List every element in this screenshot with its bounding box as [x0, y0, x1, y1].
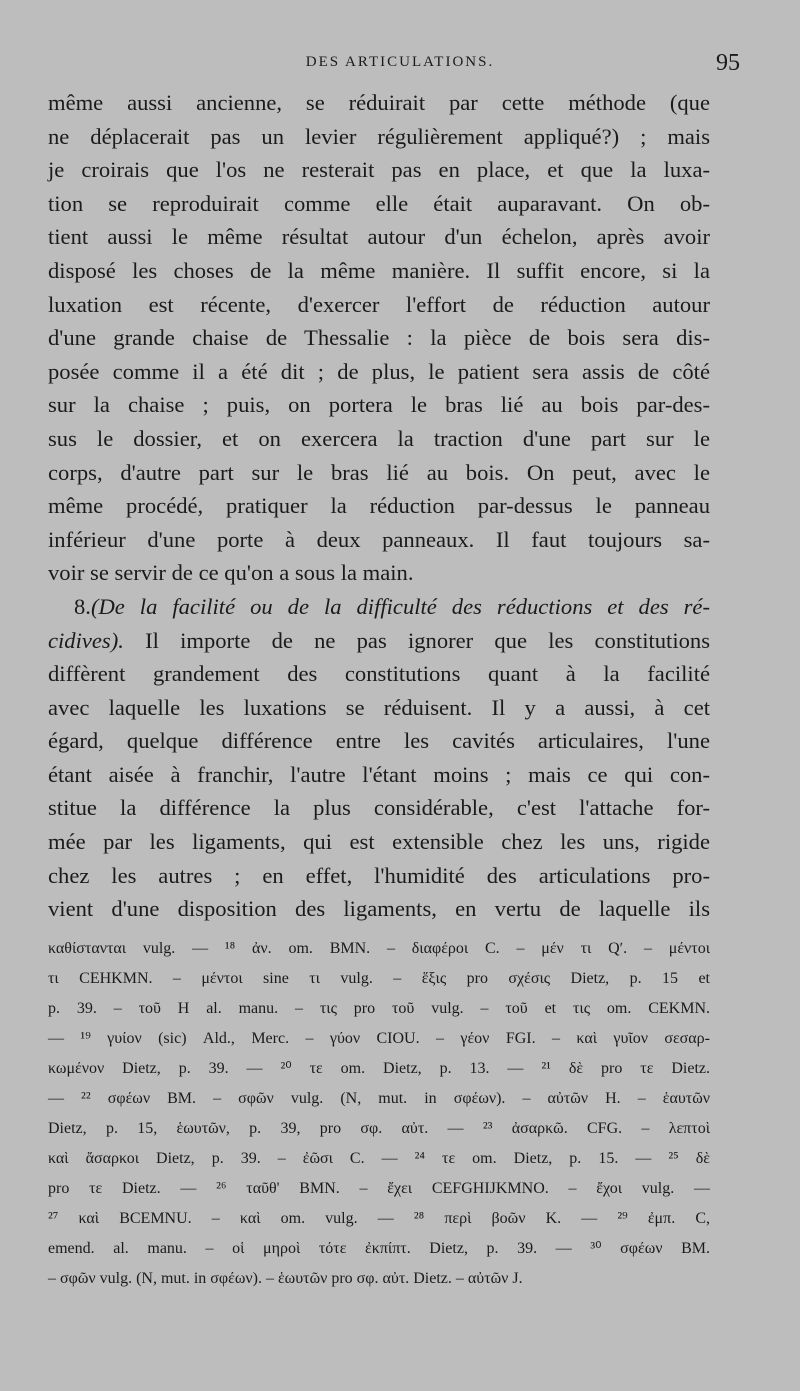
text-line: même aussi ancienne, se réduirait par cette méthode (que	[48, 90, 710, 115]
footnote-line: emend. al. manu. – οἱ μηροὶ τότε ἐκπίπτ. Dietz, p. 39. — ³⁰ σφέων BM.	[48, 1240, 710, 1257]
text-line: sus le dossier, et on exercera la traction d'une part sur le	[48, 425, 710, 451]
footnote-line: καὶ ἄσαρκοι Dietz, p. 39. – ἐῶσι C. — ²⁴ τε om. Dietz, p. 15. — ²⁵ δὲ	[48, 1150, 710, 1167]
text-line: voir se servir de ce qu'on a sous la main.	[48, 560, 414, 586]
text-line: luxation est récente, d'exercer l'effort de réduction autour	[48, 291, 710, 317]
text-line: ne déplacerait pas un levier régulièrement appliqué?) ; mais	[48, 123, 710, 149]
text-line: stitue la différence la plus considérable, c'est l'attache for-	[48, 795, 710, 821]
footnote-line: — ¹⁹ γυίον (sic) Ald., Merc. – γύον CIOU. – γέον FGI. – καὶ γυῖον σεσαρ-	[48, 1030, 710, 1047]
text-line: chez les autres ; en effet, l'humidité des articulations pro-	[48, 862, 710, 888]
text-fragment: Il importe de ne pas ignorer que les constitutions	[145, 627, 710, 653]
page-number: 95	[716, 50, 740, 76]
footnote-line: pro τε Dietz. — ²⁶ ταῦθ' BMN. – ἔχει CEFGHIJKMNO. – ἔχοι vulg. —	[48, 1180, 710, 1197]
section-heading: (De la facilité ou de la difficulté des réductions et des ré-	[90, 593, 710, 619]
footnote-line: τι CEHKMN. – μέντοι sine τι vulg. – ἕξις pro σχέσις Dietz, p. 15 et	[48, 970, 710, 987]
text-line	[48, 624, 710, 658]
text-line: égard, quelque différence entre les cavités articulaires, l'une	[48, 728, 710, 754]
text-line: tient aussi le même résultat autour d'un échelon, après avoir	[48, 224, 710, 250]
footnote-line: ²⁷ καὶ BCEMNU. – καὶ om. vulg. — ²⁸ περὶ βοῶν K. — ²⁹ ἐμπ. C,	[48, 1210, 710, 1227]
footnote-line: Dietz, p. 15, ἑωυτῶν, p. 39, pro σφ. αὐτ. — ²³ ἀσαρκῶ. CFG. – λεπτοὶ	[48, 1120, 710, 1137]
text-line: avec laquelle les luxations se réduisent. Il y a aussi, à cet	[48, 694, 710, 720]
text-line: étant aisée à franchir, l'autre l'étant moins ; mais ce qui con-	[48, 761, 710, 787]
footnote-line: p. 39. – τοῦ H al. manu. – τις pro τοῦ vulg. – τοῦ et τις om. CEKMN.	[48, 1000, 710, 1017]
text-line: d'une grande chaise de Thessalie : la pièce de bois sera dis-	[48, 325, 710, 351]
text-line: mée par les ligaments, qui est extensible chez les uns, rigide	[48, 829, 710, 855]
text-line: inférieur d'une porte à deux panneaux. Il faut toujours sa-	[48, 526, 710, 552]
main-text	[48, 86, 710, 926]
footnote-line: κωμένον Dietz, p. 39. — ²⁰ τε om. Dietz, p. 13. — ²¹ δὲ pro τε Dietz.	[48, 1060, 710, 1077]
text-line: corps, d'autre part sur le bras lié au bois. On peut, avec le	[48, 459, 710, 485]
section-heading-line	[48, 590, 710, 624]
section-number: 8.	[74, 593, 91, 619]
text-line: tion se reproduirait comme elle était auparavant. On ob-	[48, 190, 710, 216]
text-line: vient d'une disposition des ligaments, en vertu de laquelle ils	[48, 896, 710, 922]
text-line: diffèrent grandement des constitutions quant à la facilité	[48, 661, 710, 687]
text-line: disposé les choses de la même manière. Il suffit encore, si la	[48, 257, 710, 283]
footnote-line: — ²² σφέων BM. – σφῶν vulg. (N, mut. in σφέων). – αὐτῶν H. – ἑαυτῶν	[48, 1090, 710, 1107]
running-head	[50, 50, 750, 76]
running-title: DES ARTICULATIONS.	[305, 54, 495, 70]
text-line: même procédé, pratiquer la réduction par-dessus le panneau	[48, 493, 710, 519]
section-heading-end: cidives).	[48, 627, 124, 653]
footnote-line: καθίστανται vulg. — ¹⁸ ἀν. om. BMN. – διαφέροι C. – μέν τι Qʹ. – μέντοι	[48, 940, 710, 957]
text-line: posée comme il a été dit ; de plus, le patient sera assis de côté	[48, 358, 710, 384]
footnotes	[48, 934, 710, 1294]
text-line: je croirais que l'os ne resterait pas en place, et que la luxa-	[48, 157, 710, 183]
footnote-line: – σφῶν vulg. (N, mut. in σφέων). – ἑωυτῶν pro σφ. αὐτ. Dietz. – αὐτῶν J.	[48, 1270, 523, 1287]
text-line: sur la chaise ; puis, on portera le bras lié au bois par-des-	[48, 392, 710, 418]
